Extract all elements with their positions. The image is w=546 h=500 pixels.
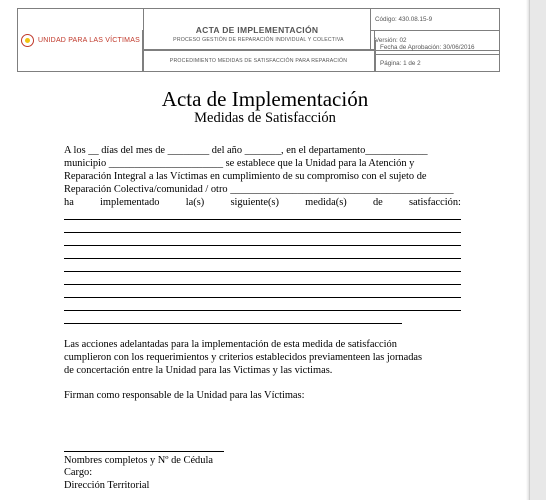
- signature-line: [64, 451, 224, 452]
- header-approval: Fecha de Aprobación: 30/06/2016: [380, 43, 475, 51]
- signature-intro: Firman como responsable de la Unidad para las Víctimas:: [64, 390, 305, 401]
- blank-line: [64, 271, 461, 272]
- paragraph-line: municipio ______________________ se establece que la Unidad para la Atención y: [64, 158, 415, 169]
- paragraph-line: de concertación entre la Unidad para las Victimas y las victimas.: [64, 365, 333, 376]
- word: medida(s): [305, 197, 347, 208]
- signature-name: Nombres completos y Nº de Cédula: [64, 455, 213, 466]
- word: implementado: [100, 197, 160, 208]
- header-approval-cell: [375, 40, 500, 55]
- header-process: PROCESO GESTIÓN DE REPARACIÓN INDIVIDUAL Y COLECTIVA: [173, 36, 344, 43]
- paragraph-line-justified: [64, 196, 461, 209]
- word: satisfacción:: [409, 197, 461, 208]
- word: de: [372, 197, 383, 208]
- header-page: Página: 1 de 2: [380, 59, 421, 67]
- header-procedure-cell: [142, 50, 375, 72]
- header-title: ACTA DE IMPLEMENTACIÓN: [144, 9, 371, 51]
- header-procedure: PROCEDIMIENTO MEDIDAS DE SATISFACCIÓN PARA REPARACIÓN: [169, 57, 348, 64]
- header-version: Versión: 02: [371, 31, 500, 51]
- document-title: Acta de Implementación: [161, 87, 369, 111]
- paragraph-line: Las acciones adelantadas para la implementación de esta medida de satisfacción: [64, 339, 397, 350]
- document-subtitle: Medidas de Satisfacción: [194, 110, 336, 126]
- logo-cell: [18, 9, 144, 72]
- blank-line: [64, 245, 461, 246]
- blank-line: [64, 310, 461, 311]
- paragraph-line: Reparación Integral a las Víctimas en cumplimiento de su compromiso con el sujeto de: [64, 171, 427, 182]
- signature-role: Cargo:: [64, 467, 93, 478]
- header-page-cell: [375, 55, 500, 72]
- paragraph-line: Reparación Colectiva/comunidad / otro ___________________________________________: [64, 184, 454, 195]
- blank-line: [64, 284, 461, 285]
- header-process-cell: [142, 30, 375, 50]
- paragraph-line: cumplieron con los requerimientos y criterios establecidos previamenteen las jornadas: [64, 352, 423, 363]
- seal-icon: [21, 34, 34, 47]
- logo-text: UNIDAD PARA LAS VÍCTIMAS: [38, 36, 140, 44]
- blank-line: [64, 232, 461, 233]
- blank-line: [64, 219, 461, 220]
- blank-line: [64, 258, 461, 259]
- blank-line: [64, 297, 461, 298]
- vertical-scrollbar[interactable]: [529, 0, 546, 500]
- signature-department: Dirección Territorial: [64, 480, 150, 491]
- word: ha: [64, 197, 74, 208]
- word: siguiente(s): [230, 197, 279, 208]
- paragraph-line: A los __ días del mes de ________ del año _______, en el departamento____________: [64, 145, 428, 156]
- unidad-victimas-logo: [18, 34, 143, 47]
- blank-line: [64, 323, 402, 324]
- header-code: Código: 430.08.15-9: [371, 9, 500, 31]
- word: la(s): [185, 197, 205, 208]
